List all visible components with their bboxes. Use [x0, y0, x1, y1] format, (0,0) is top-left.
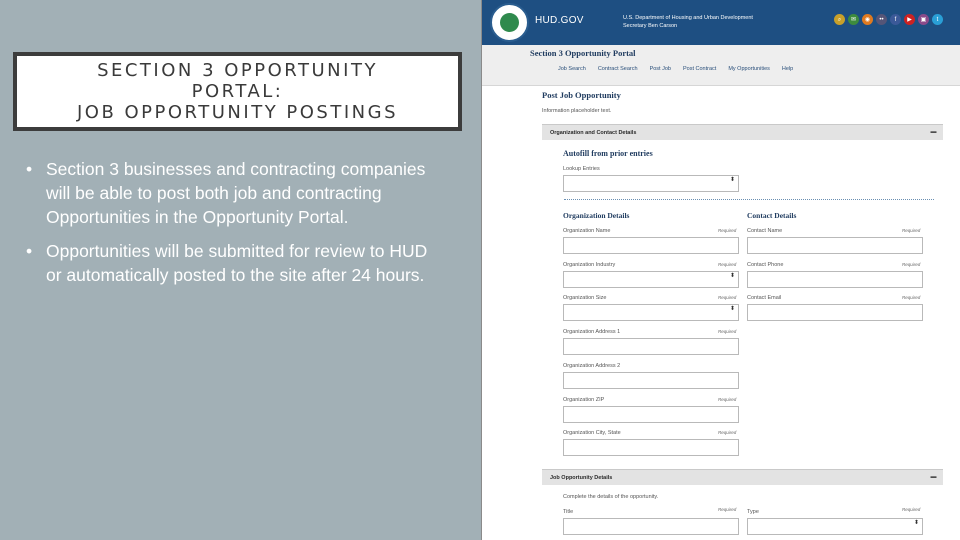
org-address2-label: Organization Address 2 — [563, 363, 621, 369]
hud-seal-icon — [490, 3, 529, 42]
contact-name-label: Contact Name — [747, 228, 783, 234]
org-industry-label: Organization Industry — [563, 262, 616, 268]
collapse-icon[interactable]: − — [929, 470, 937, 484]
department-line: U.S. Department of Housing and Urban Development — [623, 15, 753, 21]
lookup-select[interactable] — [563, 175, 739, 192]
nav-post-job[interactable]: Post Job — [649, 66, 671, 72]
facebook-icon[interactable]: f — [890, 14, 901, 25]
org-zip-input[interactable] — [563, 406, 739, 423]
portal-nav — [558, 66, 793, 72]
autofill-heading: Autofill from prior entries — [563, 149, 653, 158]
social-icons — [834, 14, 943, 25]
slide-title-line-3: JOB OPPORTUNITY POSTINGS — [76, 102, 399, 123]
collapse-icon[interactable]: − — [929, 125, 937, 139]
bullet-item: • Section 3 businesses and contracting companies will be able to post both job and contracting Opportunities in the Opportunity Portal. — [26, 157, 446, 229]
contact-email-label: Contact Email — [747, 295, 782, 301]
department-name — [623, 14, 753, 30]
required-marker: Required — [902, 228, 921, 233]
type-label: Type — [747, 509, 759, 515]
slide-title-line-1: SECTION 3 OPPORTUNITY — [97, 60, 378, 81]
org-industry-select[interactable] — [563, 271, 739, 288]
nav-help[interactable]: Help — [781, 66, 794, 72]
job-section-header[interactable] — [542, 469, 943, 485]
org-name-input[interactable] — [563, 237, 739, 254]
contact-phone-label: Contact Phone — [747, 262, 784, 268]
flickr-icon[interactable]: •• — [876, 14, 887, 25]
org-address1-label: Organization Address 1 — [563, 329, 621, 335]
contact-details-heading: Contact Details — [747, 211, 797, 220]
org-size-select[interactable] — [563, 304, 739, 321]
required-marker: Required — [902, 507, 921, 512]
email-icon[interactable]: ✉ — [848, 14, 859, 25]
nav-my-opportunities[interactable]: My Opportunities — [728, 66, 770, 72]
rss-icon[interactable]: ◉ — [862, 14, 873, 25]
intro-text: Information placeholder text. — [542, 108, 612, 114]
required-marker: Required — [718, 507, 737, 512]
required-marker: Required — [718, 397, 737, 402]
required-marker: Required — [718, 329, 737, 334]
search-icon[interactable]: ⌕ — [834, 14, 845, 25]
slide-title-line-2: PORTAL: — [191, 81, 284, 102]
hud-header — [482, 0, 960, 45]
select-arrow-icon: ⬍ — [729, 177, 735, 183]
contact-email-input[interactable] — [747, 304, 923, 321]
org-zip-label: Organization ZIP — [563, 397, 605, 403]
section-label: Organization and Contact Details — [550, 130, 637, 136]
required-marker: Required — [718, 262, 737, 267]
page-heading: Post Job Opportunity — [542, 90, 621, 100]
instagram-icon[interactable]: ▣ — [918, 14, 929, 25]
title-input[interactable] — [563, 518, 739, 535]
org-address2-input[interactable] — [563, 372, 739, 389]
select-arrow-icon: ⬍ — [913, 520, 919, 526]
title-label: Title — [563, 509, 574, 515]
slide-title — [13, 52, 462, 131]
section-label: Job Opportunity Details — [550, 475, 613, 481]
portal-screenshot — [481, 0, 960, 540]
nav-contract-search[interactable]: Contract Search — [597, 66, 638, 72]
job-instructions: Complete the details of the opportunity. — [563, 494, 659, 500]
secretary-line: Secretary Ben Carson — [623, 23, 678, 29]
org-name-label: Organization Name — [563, 228, 611, 234]
required-marker: Required — [718, 228, 737, 233]
site-name[interactable]: HUD.GOV — [535, 15, 584, 26]
contact-name-input[interactable] — [747, 237, 923, 254]
youtube-icon[interactable]: ▶ — [904, 14, 915, 25]
org-details-heading: Organization Details — [563, 211, 630, 220]
select-arrow-icon: ⬍ — [729, 306, 735, 312]
required-marker: Required — [718, 430, 737, 435]
contact-phone-input[interactable] — [747, 271, 923, 288]
org-city-state-input[interactable] — [563, 439, 739, 456]
twitter-icon[interactable]: t — [932, 14, 943, 25]
portal-bar — [482, 45, 960, 86]
bullet-list — [26, 157, 446, 297]
portal-title: Section 3 Opportunity Portal — [530, 48, 636, 58]
required-marker: Required — [718, 295, 737, 300]
divider — [564, 199, 934, 200]
org-address1-input[interactable] — [563, 338, 739, 355]
nav-post-contract[interactable]: Post Contract — [682, 66, 717, 72]
org-city-state-label: Organization City, State — [563, 430, 621, 436]
required-marker: Required — [902, 295, 921, 300]
nav-job-search[interactable]: Job Search — [558, 66, 586, 72]
lookup-label: Lookup Entries — [563, 166, 600, 172]
org-contact-section-header[interactable] — [542, 124, 943, 140]
bullet-item: • Opportunities will be submitted for review to HUD or automatically posted to the site after 24 hours. — [26, 239, 446, 287]
org-size-label: Organization Size — [563, 295, 607, 301]
required-marker: Required — [902, 262, 921, 267]
type-select[interactable] — [747, 518, 923, 535]
select-arrow-icon: ⬍ — [729, 273, 735, 279]
